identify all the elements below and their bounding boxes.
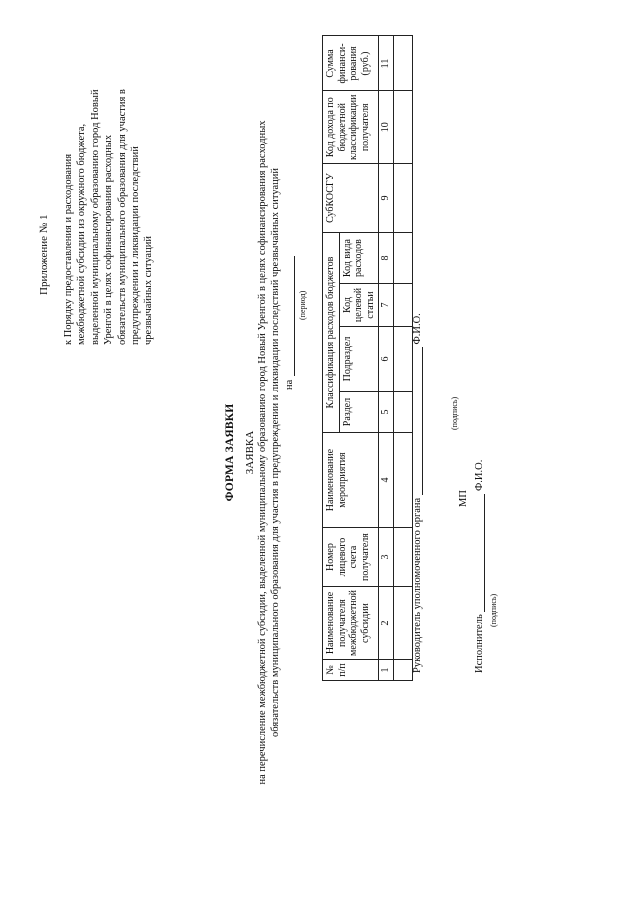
- table-cell: [394, 433, 413, 528]
- document-title: ЗАЯВКА: [244, 430, 256, 475]
- executor-signature-caption: (подпись): [489, 593, 498, 627]
- table-cell: [394, 660, 413, 681]
- head-fio: Ф.И.О.: [412, 313, 423, 345]
- column-number: 9: [379, 164, 394, 233]
- appendix-label: Приложение № 1: [38, 214, 50, 295]
- header-kosgu: СубКОСГУ: [323, 164, 379, 233]
- executor-label: Исполнитель: [474, 614, 485, 673]
- head-signature-label: Руководитель уполномоченного органа: [412, 497, 423, 673]
- executor-signature-row: [474, 460, 485, 673]
- request-table: [322, 35, 413, 681]
- order-line: чрезвычайных ситуаций: [143, 236, 155, 345]
- period-prefix: на: [284, 379, 295, 390]
- table-cell: [394, 392, 413, 433]
- order-line: к Порядку предоставления и расходования: [63, 153, 74, 345]
- header-income-code: Код дохода по бюджетной классификации получателя: [323, 91, 379, 164]
- form-title: ФОРМА ЗАЯВКИ: [224, 403, 236, 502]
- table-cell: [394, 233, 413, 284]
- order-line: межбюджетной субсидии из окружного бюджета,: [76, 123, 88, 345]
- stamp-place-label: МП: [458, 490, 469, 507]
- column-number: 7: [379, 284, 394, 327]
- table-cell: [394, 91, 413, 164]
- header-subsection: Подраздел: [339, 327, 379, 392]
- header-section: Раздел: [339, 392, 379, 433]
- executor-signature-line: [474, 494, 485, 612]
- column-number: 1: [379, 660, 394, 681]
- header-target: Код целевой статьи: [339, 284, 379, 327]
- head-signature-line: [412, 347, 423, 495]
- document-subtitle-line1: на перечисление межбюджетной субсидии, выделенной муниципальному образованию город Новый Уренгой в целях софинансирования расходных: [257, 120, 268, 785]
- period-row: [284, 256, 295, 390]
- table-cell: [394, 587, 413, 660]
- header-classification: Классификация расходов бюджетов: [323, 233, 340, 433]
- order-line: предупреждении и ликвидации последствий: [130, 146, 142, 345]
- period-caption: (период): [298, 290, 307, 320]
- column-number-row: [379, 36, 394, 681]
- order-line: выделенной муниципальному образованию город Новый: [89, 89, 101, 345]
- head-signature-caption: (подпись): [450, 396, 459, 430]
- column-number: 4: [379, 433, 394, 528]
- column-number: 10: [379, 91, 394, 164]
- order-line: Уренгой в целях софинансирования расходных: [103, 134, 115, 345]
- column-number: 5: [379, 392, 394, 433]
- header-expense-type: Код вида расходов: [339, 233, 379, 284]
- order-line: обязательств муниципального образования для участия в: [116, 89, 128, 345]
- header-no: № п/п: [323, 660, 379, 681]
- column-number: 6: [379, 327, 394, 392]
- table-cell: [394, 528, 413, 587]
- executor-fio: Ф.И.О.: [474, 459, 485, 492]
- table-header-row: [323, 36, 340, 681]
- column-number: 11: [379, 36, 394, 91]
- column-number: 8: [379, 233, 394, 284]
- head-signature-row: [412, 313, 423, 673]
- table-empty-row: [394, 36, 413, 681]
- header-sum: Сумма финанси-рования (руб.): [323, 36, 379, 91]
- header-account: Номер лицевого счета получателя: [323, 528, 379, 587]
- column-number: 3: [379, 528, 394, 587]
- header-recipient: Наименование получателя межбюджетной субсидии: [323, 587, 379, 660]
- document-subtitle-line2: обязательств муниципального образования для участия в предупреждении и ликвидации последствий чрезвычайных ситуаций: [270, 168, 281, 737]
- table-cell: [394, 327, 413, 392]
- column-number: 2: [379, 587, 394, 660]
- period-blank-line: [284, 256, 295, 376]
- header-event: Наименование мероприятия: [323, 433, 379, 528]
- table-cell: [394, 284, 413, 327]
- order-reference: [62, 35, 156, 345]
- table-cell: [394, 164, 413, 233]
- table-cell: [394, 36, 413, 91]
